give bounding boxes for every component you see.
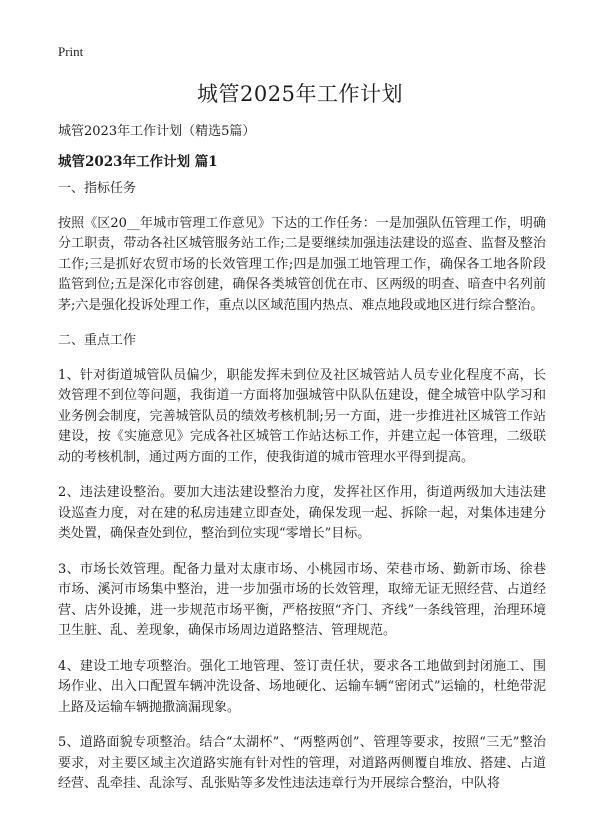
article-body bbox=[58, 179, 546, 810]
page-title: 城管2025年工作计划 bbox=[197, 82, 403, 106]
paragraph-item-1: 1、针对街道城管队员偏少，职能发挥未到位及社区城管站人员专业化程度不高，长效管理不到位等问题，我街道一方面将加强城管中队队伍建设，健全城管中队学习和业务例会制度，完善城管队员的绩效考核机制;另一方面，进一步推进社区城管工作站建设，按《实施意见》完成各社区城管工作站达标工作，并建立起一体管理，二级联动的考核机制，通过两方面的工作，使我街道的城市管理水平得到提高。 bbox=[58, 367, 546, 465]
article-heading: 城管2023年工作计划 篇1 bbox=[58, 154, 218, 170]
paragraph-item-5: 5、道路面貌专项整治。结合“太湖杯”、“两整两创”、管理等要求，按照“三无”整治要求，对主要区域主次道路实施有针对性的管理，对道路两侧覆自堆放、搭建、占道经营、乱牵挂、乱涂写、乱张贴等多发性违法违章行为开展综合整治，中队将 bbox=[58, 735, 546, 791]
section-heading-targets: 一、指标任务 bbox=[58, 181, 137, 196]
document-subtitle: 城管2023年工作计划（精选5篇） bbox=[58, 124, 256, 139]
paragraph-targets: 按照《区20__年城市管理工作意见》下达的工作任务：一是加强队伍管理工作，明确分工职责，带动各社区城管服务站工作;二是要继续加强违法建设的巡查、监督及整治工作;三是抓好农贸市场的长效管理工作;四是加强工地管理工作，确保各工地各阶段监管到位;五是深化市容创建，确保各类城管创优在市、区两级的明查、暗查中名列前茅;六是强化投诉处理工作，重点以区域范围内热点、难点地段或地区进行综合整治。 bbox=[58, 215, 546, 313]
paragraph-item-3: 3、市场长效管理。配备力量对太康市场、小桃园市场、荣巷市场、勤新市场、徐巷市场、溪河市场集中整治，进一步加强市场的长效管理，取缔无证无照经营、占道经营、店外设摊，进一步规范市场平衡，严格按照“齐门、齐线”一条线管理，治理环境卫生脏、乱、差现象，确保市场周边道路整洁、管理规范。 bbox=[58, 561, 546, 638]
paragraph-item-2: 2、违法建设整治。要加大违法建设整治力度，发挥社区作用，街道两级加大违法建设巡查力度，对在建的私房违建立即查处，确保发现一起、拆除一起，对集体违建分类处置，确保查处到位，整治到位实现“零增长”目标。 bbox=[58, 485, 546, 541]
print-link[interactable]: Print bbox=[58, 44, 84, 59]
paragraph-item-4: 4、建设工地专项整治。强化工地管理、签订责任状，要求各工地做到封闭施工、围场作业、出入口配置车辆冲洗设备、场地硬化、运输车辆“密闭式”运输的，杜绝带泥上路及运输车辆抛撒滴漏现象。 bbox=[58, 658, 546, 715]
section-heading-key-work: 二、重点工作 bbox=[58, 333, 137, 348]
